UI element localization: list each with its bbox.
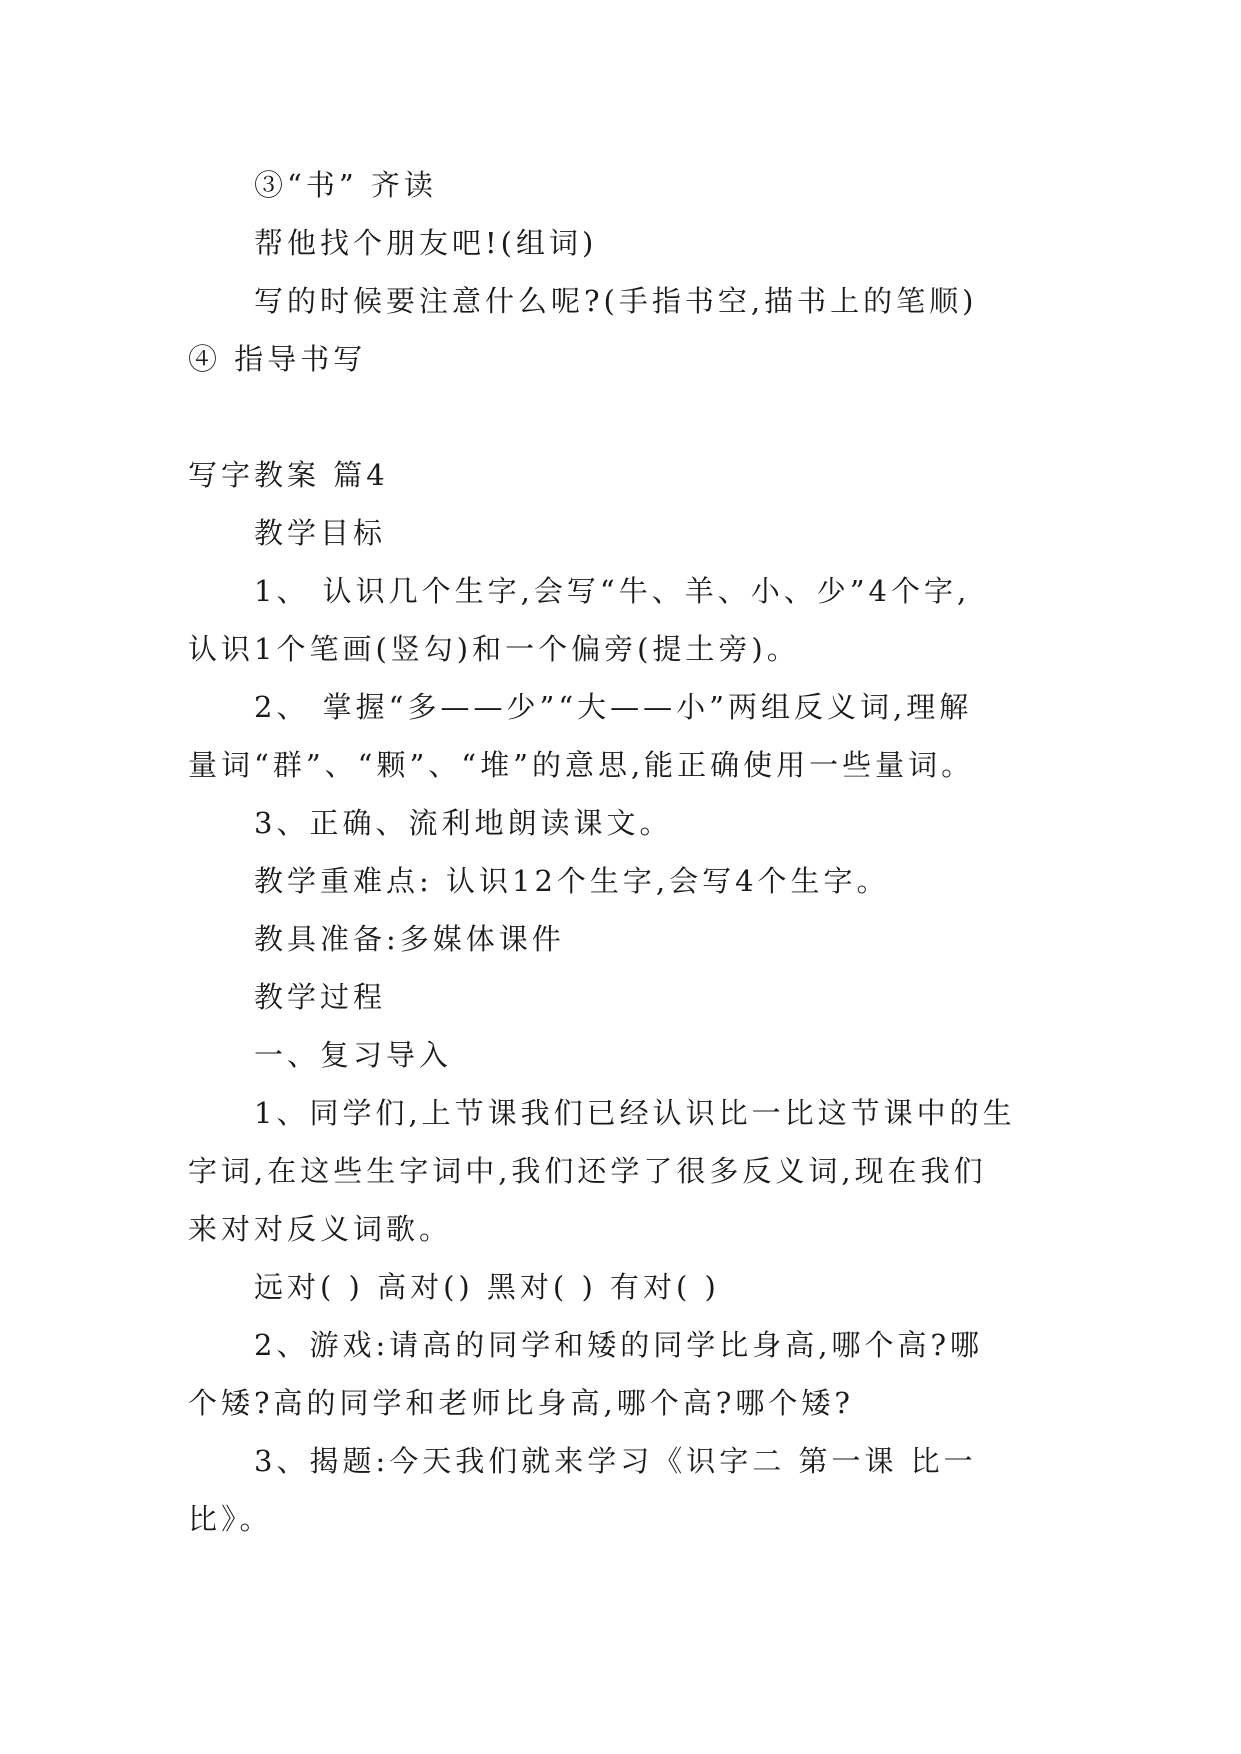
section-title: 写字教案 篇4 [188,458,389,492]
text-line: 帮他找个朋友吧!(组词) [254,226,598,260]
heading: 教学目标 [254,516,387,550]
text-line: 教学重难点: 认识12个生字,会写4个生字。 [254,864,890,898]
text-line: 2、游戏:请高的同学和矮的同学比身高,哪个高?哪 [254,1328,983,1362]
text-line: 认识1个笔画(竖勾)和一个偏旁(提土旁)。 [188,632,800,666]
text-line: 字词,在这些生字词中,我们还学了很多反义词,现在我们 [188,1154,987,1188]
text-line: ③“书” 齐读 [254,168,437,202]
text-line: 写的时候要注意什么呢?(手指书空,描书上的笔顺) [254,284,978,318]
text-line: 3、正确、流利地朗读课文。 [254,806,673,840]
heading: 教学过程 [254,980,387,1014]
text-line: 2、 掌握“多——少”“大——小”两组反义词,理解 [254,690,973,724]
text-line: 比》。 [188,1502,273,1536]
text-line: ④ 指导书写 [188,342,367,376]
text-line: 1、同学们,上节课我们已经认识比一比这节课中的生 [254,1096,1016,1130]
heading: 一、复习导入 [254,1038,453,1072]
text-line: 量词“群”、“颗”、“堆”的意思,能正确使用一些量词。 [188,748,975,782]
text-line: 教具准备:多媒体课件 [254,922,565,956]
text-line: 个矮?高的同学和老师比身高,哪个高?哪个矮? [188,1386,854,1420]
text-line: 1、 认识几个生字,会写“牛、羊、小、少”4个字, [254,574,971,608]
text-line: 3、揭题:今天我们就来学习《识字二 第一课 比一 [254,1444,977,1478]
text-line: 远对( ) 高对() 黑对( ) 有对( ) [254,1270,720,1304]
text-line: 来对对反义词歌。 [188,1212,453,1246]
